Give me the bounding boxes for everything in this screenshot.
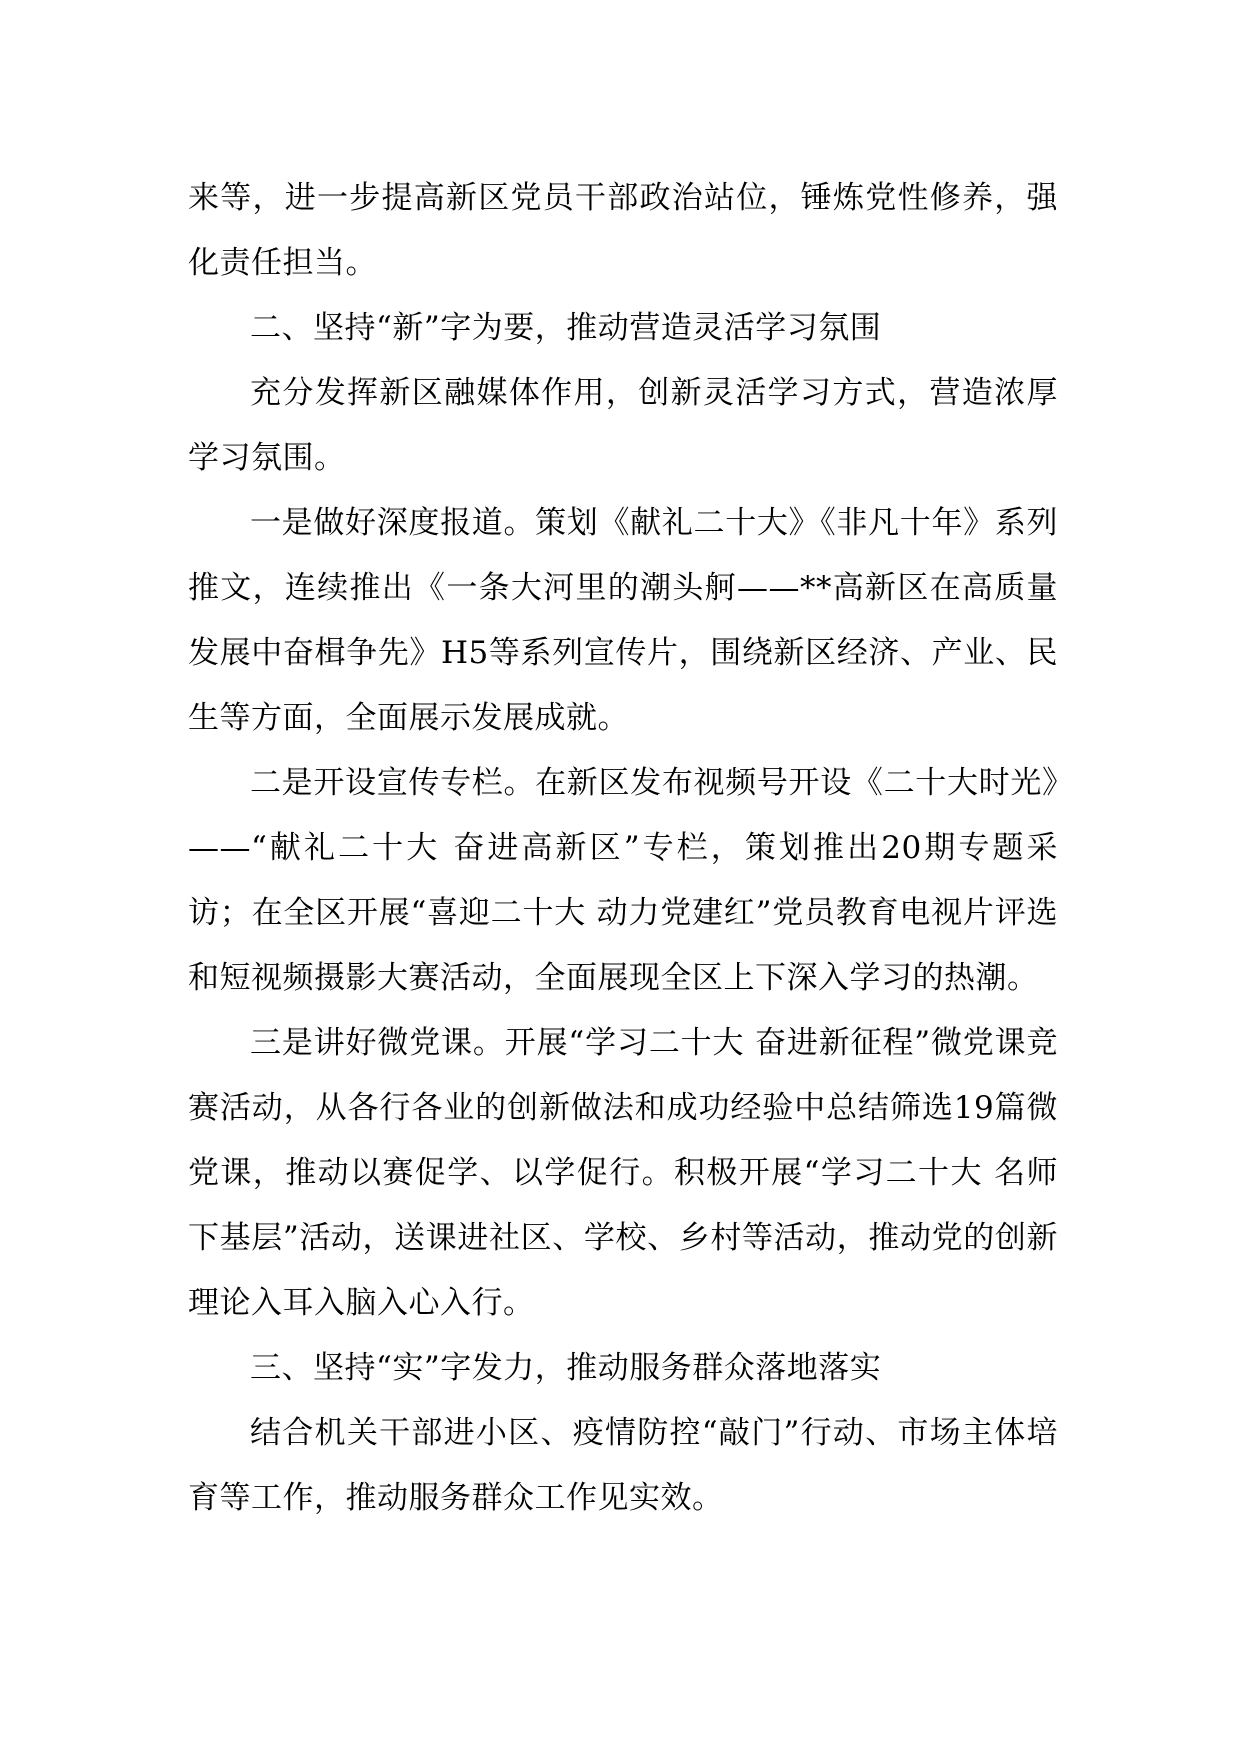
- document-body: [188, 166, 1058, 1531]
- paragraph-item-1: 一是做好深度报道。策划《献礼二十大》《非凡十年》系列推文，连续推出《一条大河里的潮头舸——**高新区在高质量发展中奋楫争先》H5等系列宣传片，围绕新区经济、产业、民生等方面，全面展示发展成就。: [188, 505, 1058, 736]
- paragraph-item-3: 三是讲好微党课。开展“学习二十大 奋进新征程”微党课竞赛活动，从各行各业的创新做法和成功经验中总结筛选19篇微党课，推动以赛促学、以学促行。积极开展“学习二十大 名师下基层”活动，送课进社区、学校、乡村等活动，推动党的创新理论入耳入脑入心入行。: [188, 1025, 1058, 1321]
- section-heading-3: 三、坚持“实”字发力，推动服务群众落地落实: [250, 1350, 882, 1386]
- paragraph-intro: 充分发挥新区融媒体作用，创新灵活学习方式，营造浓厚学习氛围。: [188, 375, 1058, 476]
- paragraph-item-2: 二是开设宣传专栏。在新区发布视频号开设《二十大时光》——“献礼二十大 奋进高新区”专栏，策划推出20期专题采访；在全区开展“喜迎二十大 动力党建红”党员教育电视片评选和短视频摄影大赛活动，全面展现全区上下深入学习的热潮。: [188, 765, 1058, 996]
- paragraph-section-3-intro: 结合机关干部进小区、疫情防控“敲门”行动、市场主体培育等工作，推动服务群众工作见实效。: [188, 1415, 1058, 1516]
- section-heading-2: 二、坚持“新”字为要，推动营造灵活学习氛围: [250, 310, 882, 346]
- paragraph-continuation: 来等，进一步提高新区党员干部政治站位，锤炼党性修养，强化责任担当。: [188, 180, 1058, 281]
